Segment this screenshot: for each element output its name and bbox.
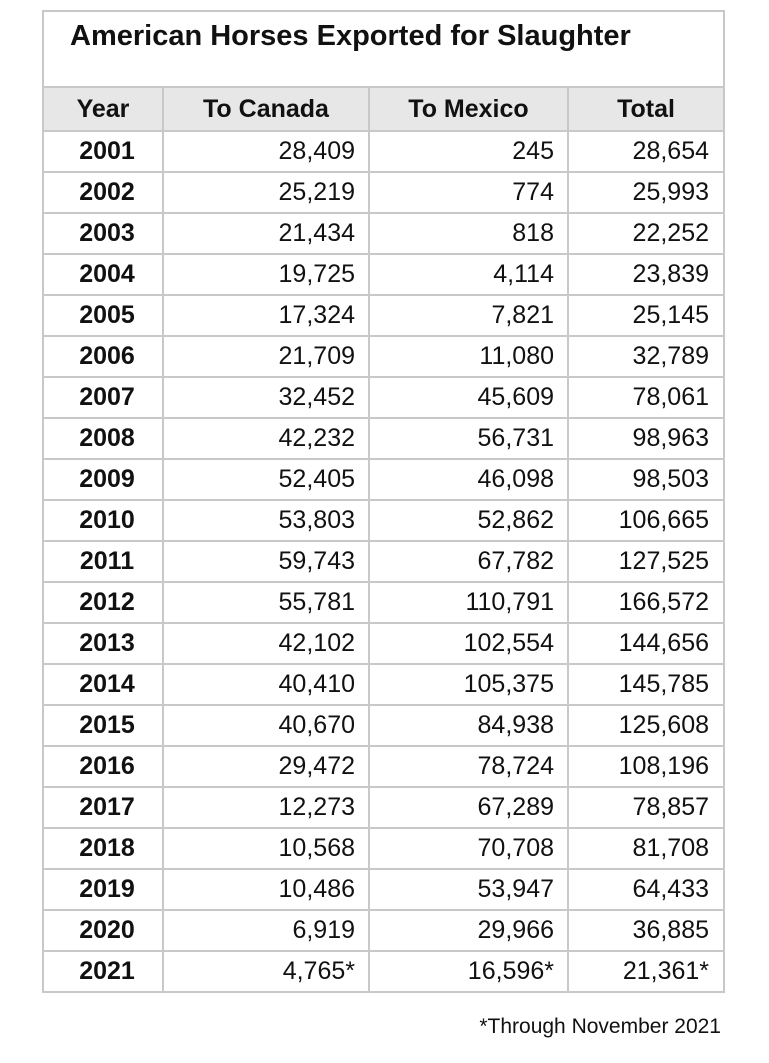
- mexico-cell: 45,609: [369, 377, 568, 418]
- table-row: [43, 623, 724, 664]
- total-cell: 81,708: [568, 828, 724, 869]
- mexico-cell: 67,289: [369, 787, 568, 828]
- year-cell: 2002: [43, 172, 163, 213]
- mexico-cell: 84,938: [369, 705, 568, 746]
- table-row: [43, 746, 724, 787]
- table-row: [43, 910, 724, 951]
- canada-cell: 4,765*: [163, 951, 369, 992]
- mexico-cell: 52,862: [369, 500, 568, 541]
- canada-cell: 32,452: [163, 377, 369, 418]
- mexico-cell: 53,947: [369, 869, 568, 910]
- canada-cell: 12,273: [163, 787, 369, 828]
- canada-cell: 59,743: [163, 541, 369, 582]
- total-cell: 32,789: [568, 336, 724, 377]
- table-row: [43, 869, 724, 910]
- total-cell: 22,252: [568, 213, 724, 254]
- year-cell: 2016: [43, 746, 163, 787]
- year-cell: 2012: [43, 582, 163, 623]
- table-row: [43, 705, 724, 746]
- mexico-cell: 4,114: [369, 254, 568, 295]
- canada-cell: 6,919: [163, 910, 369, 951]
- table-row: [43, 254, 724, 295]
- canada-cell: 10,486: [163, 869, 369, 910]
- year-cell: 2007: [43, 377, 163, 418]
- total-cell: 108,196: [568, 746, 724, 787]
- total-cell: 106,665: [568, 500, 724, 541]
- mexico-cell: 245: [369, 131, 568, 172]
- table-row: [43, 541, 724, 582]
- year-cell: 2005: [43, 295, 163, 336]
- header-to-canada: To Canada: [163, 87, 369, 131]
- canada-cell: 10,568: [163, 828, 369, 869]
- total-cell: 78,857: [568, 787, 724, 828]
- total-cell: 78,061: [568, 377, 724, 418]
- table-row: [43, 213, 724, 254]
- title-row: [43, 11, 724, 87]
- export-table-container: [42, 10, 723, 993]
- canada-cell: 40,410: [163, 664, 369, 705]
- year-cell: 2015: [43, 705, 163, 746]
- table-row: [43, 131, 724, 172]
- canada-cell: 42,102: [163, 623, 369, 664]
- canada-cell: 52,405: [163, 459, 369, 500]
- mexico-cell: 70,708: [369, 828, 568, 869]
- year-cell: 2010: [43, 500, 163, 541]
- mexico-cell: 818: [369, 213, 568, 254]
- table-row: [43, 377, 724, 418]
- footnote: *Through November 2021: [479, 1015, 721, 1038]
- canada-cell: 29,472: [163, 746, 369, 787]
- header-total: Total: [568, 87, 724, 131]
- year-cell: 2004: [43, 254, 163, 295]
- total-cell: 98,963: [568, 418, 724, 459]
- mexico-cell: 29,966: [369, 910, 568, 951]
- total-cell: 28,654: [568, 131, 724, 172]
- total-cell: 127,525: [568, 541, 724, 582]
- canada-cell: 17,324: [163, 295, 369, 336]
- year-cell: 2006: [43, 336, 163, 377]
- year-cell: 2019: [43, 869, 163, 910]
- year-cell: 2014: [43, 664, 163, 705]
- table-row: [43, 828, 724, 869]
- table-row: [43, 459, 724, 500]
- mexico-cell: 56,731: [369, 418, 568, 459]
- mexico-cell: 78,724: [369, 746, 568, 787]
- year-cell: 2017: [43, 787, 163, 828]
- year-cell: 2003: [43, 213, 163, 254]
- year-cell: 2021: [43, 951, 163, 992]
- year-cell: 2009: [43, 459, 163, 500]
- total-cell: 98,503: [568, 459, 724, 500]
- header-year: Year: [43, 87, 163, 131]
- canada-cell: 21,709: [163, 336, 369, 377]
- export-table: [42, 10, 725, 993]
- mexico-cell: 102,554: [369, 623, 568, 664]
- year-cell: 2020: [43, 910, 163, 951]
- canada-cell: 19,725: [163, 254, 369, 295]
- table-row: [43, 172, 724, 213]
- table-row: [43, 951, 724, 992]
- total-cell: 64,433: [568, 869, 724, 910]
- total-cell: 144,656: [568, 623, 724, 664]
- year-cell: 2008: [43, 418, 163, 459]
- year-cell: 2001: [43, 131, 163, 172]
- total-cell: 145,785: [568, 664, 724, 705]
- canada-cell: 53,803: [163, 500, 369, 541]
- table-row: [43, 295, 724, 336]
- total-cell: 21,361*: [568, 951, 724, 992]
- table-row: [43, 336, 724, 377]
- mexico-cell: 774: [369, 172, 568, 213]
- mexico-cell: 16,596*: [369, 951, 568, 992]
- total-cell: 25,145: [568, 295, 724, 336]
- header-to-mexico: To Mexico: [369, 87, 568, 131]
- mexico-cell: 11,080: [369, 336, 568, 377]
- mexico-cell: 105,375: [369, 664, 568, 705]
- header-row: [43, 87, 724, 131]
- mexico-cell: 67,782: [369, 541, 568, 582]
- table-row: [43, 582, 724, 623]
- table-body: [43, 131, 724, 992]
- total-cell: 25,993: [568, 172, 724, 213]
- mexico-cell: 46,098: [369, 459, 568, 500]
- table-row: [43, 664, 724, 705]
- table-row: [43, 418, 724, 459]
- canada-cell: 28,409: [163, 131, 369, 172]
- year-cell: 2013: [43, 623, 163, 664]
- year-cell: 2011: [43, 541, 163, 582]
- year-cell: 2018: [43, 828, 163, 869]
- mexico-cell: 7,821: [369, 295, 568, 336]
- canada-cell: 40,670: [163, 705, 369, 746]
- total-cell: 36,885: [568, 910, 724, 951]
- table-row: [43, 500, 724, 541]
- canada-cell: 42,232: [163, 418, 369, 459]
- canada-cell: 25,219: [163, 172, 369, 213]
- mexico-cell: 110,791: [369, 582, 568, 623]
- canada-cell: 21,434: [163, 213, 369, 254]
- table-row: [43, 787, 724, 828]
- total-cell: 23,839: [568, 254, 724, 295]
- total-cell: 125,608: [568, 705, 724, 746]
- table-title: American Horses Exported for Slaughter: [43, 11, 724, 87]
- canada-cell: 55,781: [163, 582, 369, 623]
- total-cell: 166,572: [568, 582, 724, 623]
